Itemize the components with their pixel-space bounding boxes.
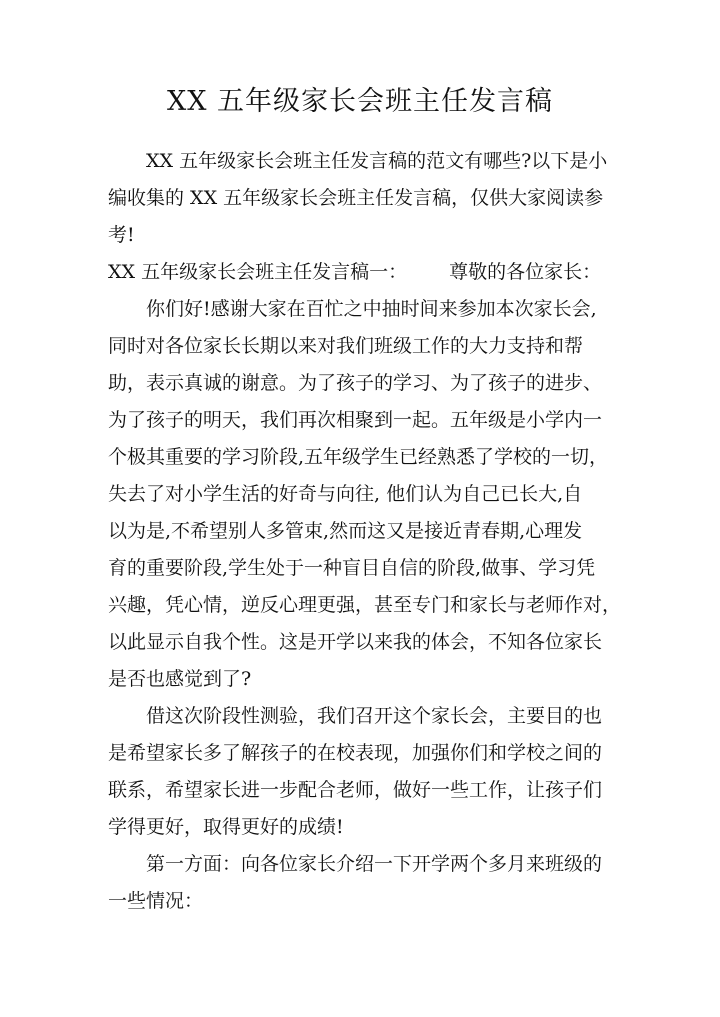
intro-line: 编收集的 XX 五年级家长会班主任发言稿，仅供大家阅读参 bbox=[108, 187, 604, 209]
paragraph-line: 个极其重要的学习阶段,五年级学生已经熟悉了学校的一切， bbox=[108, 446, 609, 468]
intro-line: 考! bbox=[108, 224, 135, 246]
paragraph-line: 第一方面：向各位家长介绍一下开学两个多月来班级的 bbox=[146, 853, 603, 875]
paragraph-line: 联系，希望家长进一步配合老师，做好一些工作，让孩子们 bbox=[108, 779, 603, 801]
paragraph-line: 是希望家长多了解孩子的在校表现，加强你们和学校之间的 bbox=[108, 742, 603, 764]
paragraph-line: 你们好!感谢大家在百忙之中抽时间来参加本次家长会, bbox=[146, 298, 597, 320]
paragraph-line: 以为是,不希望别人多管束,然而这又是接近青春期,心理发 bbox=[108, 520, 583, 542]
paragraph-line: 助，表示真诚的谢意。为了孩子的学习、为了孩子的进步、 bbox=[108, 372, 603, 394]
paragraph-line: 同时对各位家长长期以来对我们班级工作的大力支持和帮 bbox=[108, 335, 584, 357]
salutation: 尊敬的各位家长： bbox=[449, 261, 602, 283]
paragraph-line: 是否也感觉到了? bbox=[108, 668, 252, 690]
paragraph-line: 育的重要阶段,学生处于一种盲目自信的阶段,做事、学习凭 bbox=[108, 557, 596, 579]
document-title: XX 五年级家长会班主任发言稿 bbox=[166, 86, 554, 117]
paragraph-line: 借这次阶段性测验，我们召开这个家长会，主要目的也 bbox=[146, 705, 603, 727]
paragraph-line: 学得更好，取得更好的成绩! bbox=[108, 816, 344, 838]
paragraph-line: 失去了对小学生活的好奇与向往, 他们认为自己已长大,自 bbox=[108, 483, 583, 505]
paragraph-line: 以此显示自我个性。这是开学以来我的体会，不知各位家长 bbox=[108, 631, 603, 653]
paragraph-line: 一些情况： bbox=[108, 890, 204, 912]
section-heading-line bbox=[108, 254, 618, 291]
intro-line: XX 五年级家长会班主任发言稿的范文有哪些?以下是小 bbox=[146, 150, 608, 172]
paragraph-line: 兴趣，凭心情，逆反心理更强，甚至专门和家长与老师作对， bbox=[108, 594, 622, 616]
paragraph-line: 为了孩子的明天，我们再次相聚到一起。五年级是小学内一 bbox=[108, 409, 603, 431]
section-heading: XX 五年级家长会班主任发言稿一： bbox=[108, 261, 408, 283]
document-body bbox=[108, 143, 622, 920]
